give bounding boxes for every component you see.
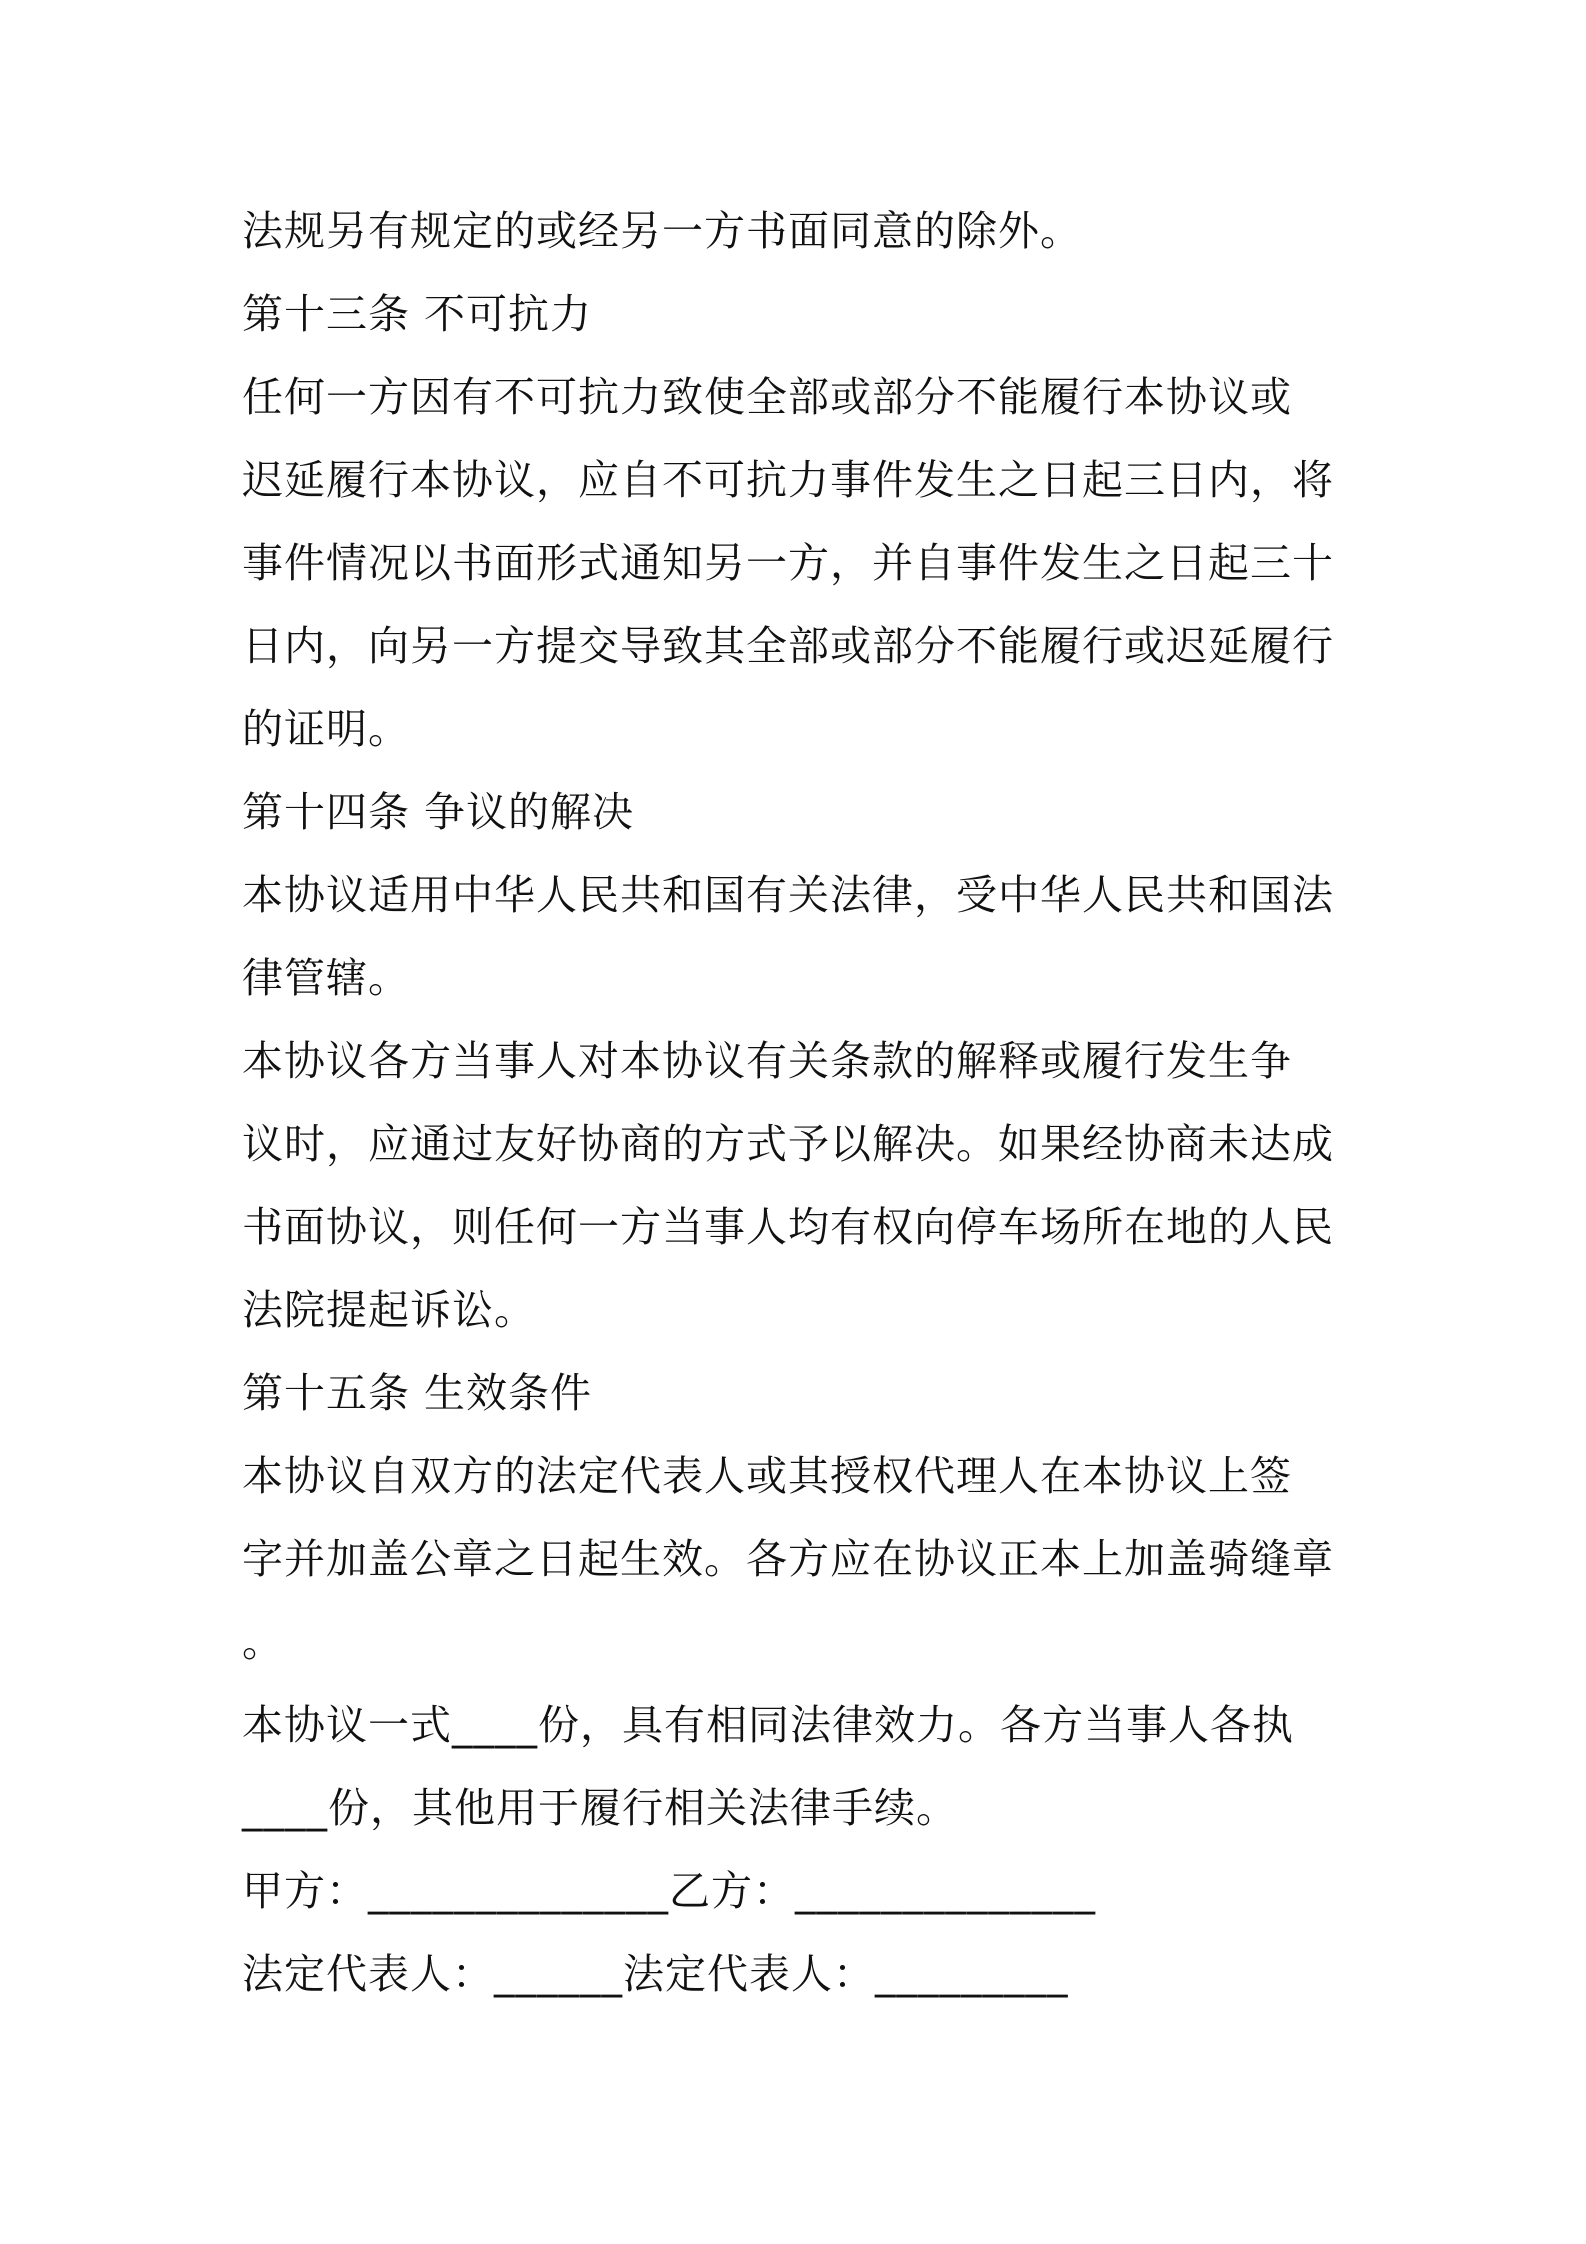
text-line: 本协议各方当事人对本协议有关条款的解释或履行发生争 [242,1037,1292,1085]
text-line: 本协议适用中华人民共和国有关法律，受中华人民共和国法 [242,871,1334,919]
article-15-heading: 第十五条 生效条件 [242,1369,593,1417]
text-line: 本协议一式____份，具有相同法律效力。各方当事人各执 [242,1701,1294,1749]
text-line: 。 [242,1618,284,1666]
text-line: 法院提起诉讼。 [242,1286,536,1334]
text-line: 律管辖。 [242,954,410,1002]
legal-representative-line: 法定代表人：______法定代表人：_________ [242,1950,1069,1998]
text-line: 本协议自双方的法定代表人或其授权代理人在本协议上签 [242,1452,1292,1500]
document-body [242,190,1352,2016]
text-line: 字并加盖公章之日起生效。各方应在协议正本上加盖骑缝章 [242,1535,1334,1583]
article-13-heading: 第十三条 不可抗力 [242,290,593,338]
article-14-heading: 第十四条 争议的解决 [242,788,635,836]
text-line: 议时，应通过友好协商的方式予以解决。如果经协商未达成 [242,1120,1334,1168]
text-line: 书面协议，则任何一方当事人均有权向停车场所在地的人民 [242,1203,1334,1251]
text-line: 的证明。 [242,705,410,753]
text-line: 事件情况以书面形式通知另一方，并自事件发生之日起三十 [242,539,1334,587]
text-line: 日内，向另一方提交导致其全部或部分不能履行或迟延履行 [242,622,1334,670]
text-line: 迟延履行本协议，应自不可抗力事件发生之日起三日内，将 [242,456,1334,504]
text-line: 法规另有规定的或经另一方书面同意的除外。 [242,207,1082,255]
text-line: ____份，其他用于履行相关法律手续。 [242,1784,958,1832]
text-line: 任何一方因有不可抗力致使全部或部分不能履行本协议或 [242,373,1292,421]
party-signature-line: 甲方：______________乙方：______________ [242,1867,1096,1915]
